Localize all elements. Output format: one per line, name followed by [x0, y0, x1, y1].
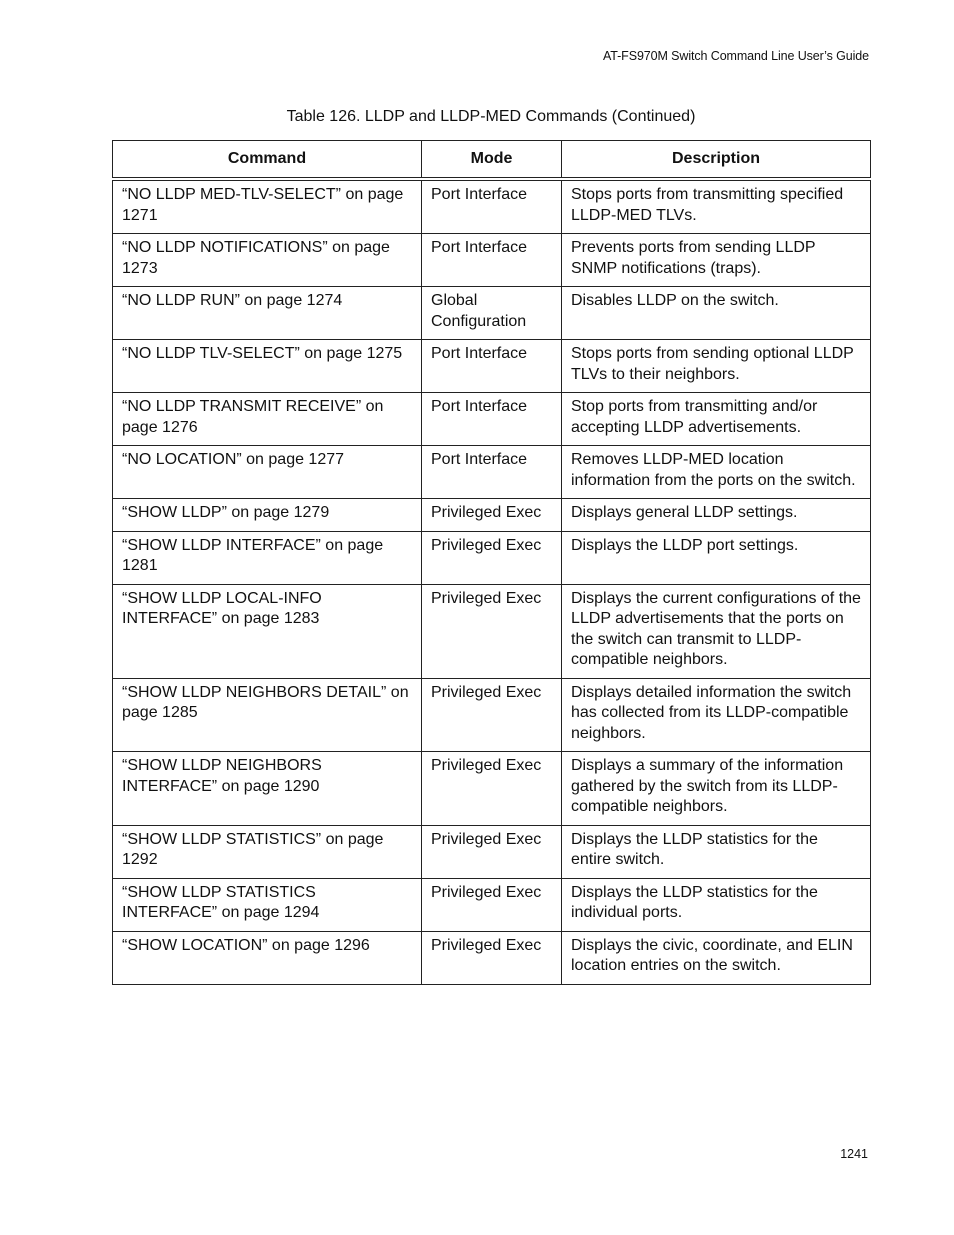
description-cell: Stops ports from transmitting specified LLDP-MED TLVs.: [562, 179, 871, 234]
mode-cell: Privileged Exec: [422, 678, 562, 752]
command-cell: “SHOW LOCATION” on page 1296: [113, 931, 422, 984]
mode-cell: Port Interface: [422, 393, 562, 446]
command-cell: “SHOW LLDP LOCAL-INFO INTERFACE” on page 1283: [113, 584, 422, 678]
description-cell: Displays general LLDP settings.: [562, 499, 871, 532]
mode-cell: Port Interface: [422, 446, 562, 499]
column-header-description: Description: [562, 141, 871, 180]
table-row: [113, 179, 871, 234]
mode-cell: Privileged Exec: [422, 931, 562, 984]
command-cell: “SHOW LLDP STATISTICS” on page 1292: [113, 825, 422, 878]
description-cell: Displays detailed information the switch has collected from its LLDP-compatible neighbors.: [562, 678, 871, 752]
command-cell: “SHOW LLDP” on page 1279: [113, 499, 422, 532]
table-row: [113, 340, 871, 393]
table-row: [113, 499, 871, 532]
table-row: [113, 678, 871, 752]
description-cell: Displays the LLDP statistics for the individual ports.: [562, 878, 871, 931]
table-row: [113, 752, 871, 826]
column-header-command: Command: [113, 141, 422, 180]
column-header-mode: Mode: [422, 141, 562, 180]
description-cell: Stops ports from sending optional LLDP TLVs to their neighbors.: [562, 340, 871, 393]
mode-cell: Privileged Exec: [422, 878, 562, 931]
description-cell: Displays the current configurations of the LLDP advertisements that the ports on the switch can transmit to LLDP-compatible neighbors.: [562, 584, 871, 678]
page-number: 1241: [840, 1147, 868, 1161]
running-header: AT-FS970M Switch Command Line User’s Guide: [602, 49, 869, 63]
description-cell: Removes LLDP-MED location information from the ports on the switch.: [562, 446, 871, 499]
command-cell: “NO LLDP NOTIFICATIONS” on page 1273: [113, 234, 422, 287]
table-row: [113, 825, 871, 878]
table-row: [113, 878, 871, 931]
commands-table: [112, 140, 871, 985]
table-header-row: [113, 141, 871, 180]
command-cell: “SHOW LLDP NEIGHBORS INTERFACE” on page 1290: [113, 752, 422, 826]
table-row: [113, 531, 871, 584]
table-row: [113, 393, 871, 446]
command-cell: “SHOW LLDP STATISTICS INTERFACE” on page 1294: [113, 878, 422, 931]
mode-cell: Privileged Exec: [422, 584, 562, 678]
command-cell: “NO LLDP TLV-SELECT” on page 1275: [113, 340, 422, 393]
table-row: [113, 446, 871, 499]
mode-cell: Privileged Exec: [422, 825, 562, 878]
command-cell: “NO LLDP MED-TLV-SELECT” on page 1271: [113, 179, 422, 234]
command-cell: “SHOW LLDP INTERFACE” on page 1281: [113, 531, 422, 584]
table-row: [113, 931, 871, 984]
description-cell: Disables LLDP on the switch.: [562, 287, 871, 340]
mode-cell: Port Interface: [422, 234, 562, 287]
table-row: [113, 234, 871, 287]
description-cell: Displays a summary of the information gathered by the switch from its LLDP-compatible neighbors.: [562, 752, 871, 826]
mode-cell: Privileged Exec: [422, 531, 562, 584]
table-row: [113, 287, 871, 340]
mode-cell: Port Interface: [422, 340, 562, 393]
description-cell: Displays the LLDP port settings.: [562, 531, 871, 584]
mode-cell: Privileged Exec: [422, 499, 562, 532]
mode-cell: Privileged Exec: [422, 752, 562, 826]
command-cell: “NO LLDP RUN” on page 1274: [113, 287, 422, 340]
description-cell: Prevents ports from sending LLDP SNMP notifications (traps).: [562, 234, 871, 287]
command-cell: “NO LLDP TRANSMIT RECEIVE” on page 1276: [113, 393, 422, 446]
mode-cell: Global Configuration: [422, 287, 562, 340]
table-caption: Table 126. LLDP and LLDP-MED Commands (Continued): [286, 108, 696, 125]
description-cell: Displays the civic, coordinate, and ELIN location entries on the switch.: [562, 931, 871, 984]
description-cell: Displays the LLDP statistics for the entire switch.: [562, 825, 871, 878]
description-cell: Stop ports from transmitting and/or accepting LLDP advertisements.: [562, 393, 871, 446]
command-cell: “SHOW LLDP NEIGHBORS DETAIL” on page 1285: [113, 678, 422, 752]
table-row: [113, 584, 871, 678]
mode-cell: Port Interface: [422, 179, 562, 234]
command-cell: “NO LOCATION” on page 1277: [113, 446, 422, 499]
